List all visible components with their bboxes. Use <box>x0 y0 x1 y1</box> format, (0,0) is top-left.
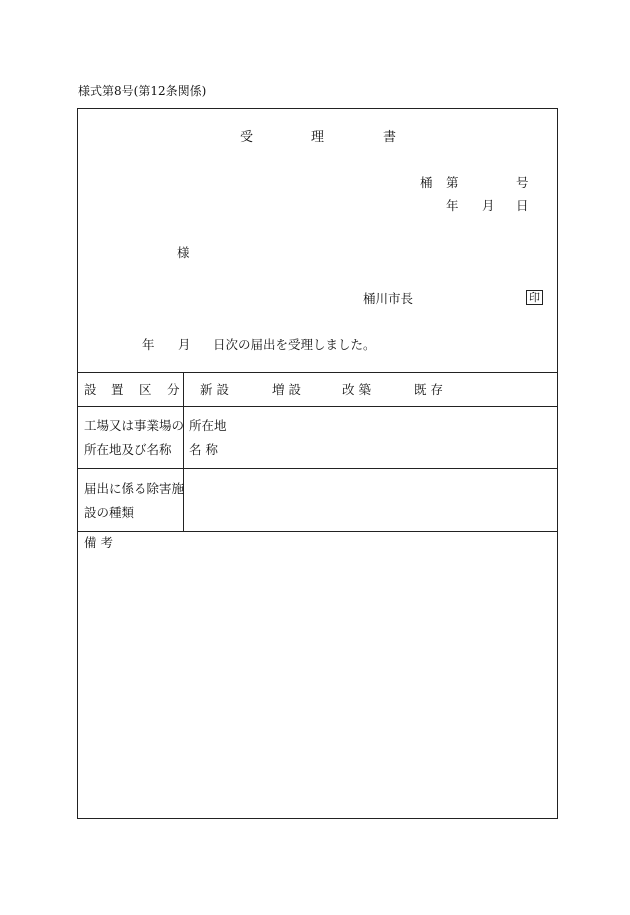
category-label-char-1: 設 <box>84 382 97 397</box>
category-option-rebuild[interactable]: 改 築 <box>342 382 371 397</box>
facility-label-line1: 届出に係る除害施 <box>84 481 185 496</box>
location-label-line2: 所在地及び名称 <box>84 442 172 457</box>
divider <box>78 372 557 373</box>
category-option-new[interactable]: 新 設 <box>200 382 229 397</box>
divider <box>78 531 557 532</box>
divider <box>78 468 557 469</box>
number-dai: 第 <box>446 175 459 190</box>
date-day: 日 <box>516 198 529 213</box>
date-year: 年 <box>446 198 459 213</box>
category-label-char-3: 区 <box>139 382 152 397</box>
category-label-char-2: 置 <box>111 382 124 397</box>
title-char-1: 受 <box>240 130 254 145</box>
number-go: 号 <box>516 175 529 190</box>
title-char-3: 書 <box>383 130 397 145</box>
location-label-line1: 工場又は事業場の <box>84 418 185 433</box>
title-char-2: 理 <box>311 130 325 145</box>
form-number-label: 様式第8号(第12条関係) <box>78 84 207 98</box>
label-column-divider <box>183 372 184 531</box>
facility-label-line2: 設の種類 <box>84 505 135 520</box>
issuer-name: 桶川市長 <box>363 291 414 306</box>
category-label-char-4: 分 <box>167 382 180 397</box>
seal-mark: 印 <box>526 290 543 305</box>
address-field-label: 所在地 <box>189 418 227 433</box>
name-field-label: 名 称 <box>189 442 218 457</box>
date-month: 月 <box>482 198 495 213</box>
receipt-form <box>77 108 558 819</box>
statement-month: 月 <box>178 337 191 352</box>
number-prefix: 桶 <box>420 175 433 190</box>
statement-text: 日次の届出を受理しました。 <box>213 337 376 352</box>
statement-year: 年 <box>142 337 155 352</box>
category-option-expand[interactable]: 増 設 <box>272 382 301 397</box>
category-option-existing[interactable]: 既 存 <box>414 382 443 397</box>
remarks-label: 備 考 <box>84 535 113 550</box>
divider <box>78 406 557 407</box>
addressee-suffix: 様 <box>177 245 190 260</box>
